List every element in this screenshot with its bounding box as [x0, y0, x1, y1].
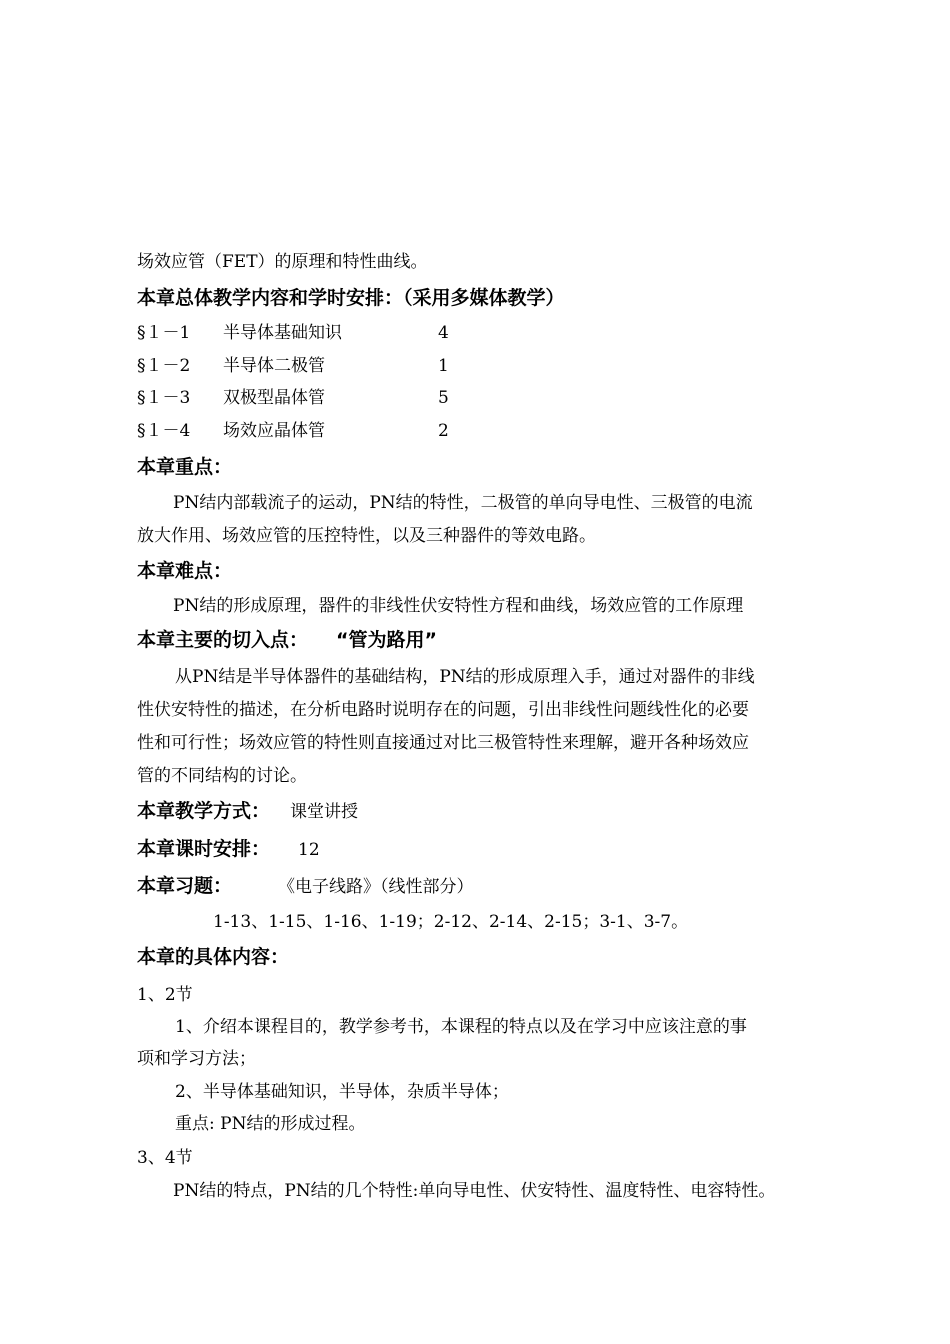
section-number: §１－2 — [137, 356, 191, 376]
difficulties-line: PN结的形成原理，器件的非线性伏安特性方程和曲线，场效应管的工作原理 — [173, 596, 744, 616]
section-title: 半导体二极管 — [223, 356, 325, 376]
section-number: §１－1 — [137, 323, 191, 343]
entry-line: 管的不同结构的讨论。 — [137, 766, 307, 786]
key-points-heading: 本章重点： — [137, 456, 233, 478]
entry-line: 从PN结是半导体器件的基础结构，PN结的形成原理入手，通过对器件的非线 — [175, 667, 755, 687]
hours-line — [137, 837, 320, 862]
section-hours: 4 — [438, 323, 449, 343]
entry-heading-line — [137, 628, 437, 652]
method-value: 课堂讲授 — [290, 802, 359, 822]
part2-label: 3、4节 — [137, 1148, 193, 1168]
exercises-line — [137, 874, 474, 899]
section-number: §１－3 — [137, 388, 191, 408]
entry-quote: “管为路用” — [336, 629, 437, 651]
method-heading: 本章教学方式： — [137, 800, 271, 822]
difficulties-heading: 本章难点： — [137, 560, 233, 582]
entry-line: 性伏安特性的描述，在分析电路时说明存在的问题，引出非线性问题线性化的必要 — [137, 700, 749, 720]
section-hours: 2 — [438, 421, 449, 441]
part1-line: 重点: PN结的形成过程。 — [175, 1114, 366, 1134]
section-title: 场效应晶体管 — [223, 421, 325, 441]
entry-line: 性和可行性；场效应管的特性则直接通过对比三极管特性来理解，避开各种场效应 — [137, 733, 749, 753]
section-row — [137, 419, 449, 443]
part1-line: 1、介绍本课程目的，教学参考书，本课程的特点以及在学习中应该注意的事 — [175, 1017, 747, 1037]
section-row — [137, 321, 449, 345]
overview-note: （采用多媒体教学） — [403, 287, 565, 309]
section-row — [137, 354, 449, 378]
section-title: 半导体基础知识 — [223, 323, 342, 343]
part1-line: 2、半导体基础知识，半导体，杂质半导体； — [175, 1082, 509, 1102]
exercises-list: 1-13、1-15、1-16、1-19；2-12、2-14、2-15；3-1、3-7。 — [213, 912, 689, 932]
overview-heading-line — [137, 286, 565, 310]
entry-heading: 本章主要的切入点： — [137, 629, 309, 651]
exercises-book: 《电子线路》（线性部分） — [278, 877, 474, 897]
part1-line: 项和学习方法； — [137, 1049, 256, 1069]
section-title: 双极型晶体管 — [223, 388, 325, 408]
hours-heading: 本章课时安排： — [137, 838, 271, 860]
intro-tail-line: 场效应管（FET）的原理和特性曲线。 — [137, 252, 428, 272]
key-points-line: 放大作用、场效应管的压控特性，以及三种器件的等效电路。 — [137, 526, 596, 546]
section-number: §１－4 — [137, 421, 191, 441]
overview-heading: 本章总体教学内容和学时安排： — [137, 287, 404, 309]
hours-value: 12 — [298, 840, 320, 860]
method-line — [137, 799, 358, 824]
section-row — [137, 386, 449, 410]
section-hours: 1 — [438, 356, 449, 376]
part2-line: PN结的特点，PN结的几个特性:单向导电性、伏安特性、温度特性、电容特性。 — [173, 1181, 776, 1201]
content-heading: 本章的具体内容： — [137, 946, 290, 968]
key-points-line: PN结内部载流子的运动，PN结的特性，二极管的单向导电性、三极管的电流 — [173, 493, 753, 513]
exercises-heading: 本章习题： — [137, 875, 233, 897]
section-hours: 5 — [438, 388, 449, 408]
part1-label: 1、2节 — [137, 985, 193, 1005]
